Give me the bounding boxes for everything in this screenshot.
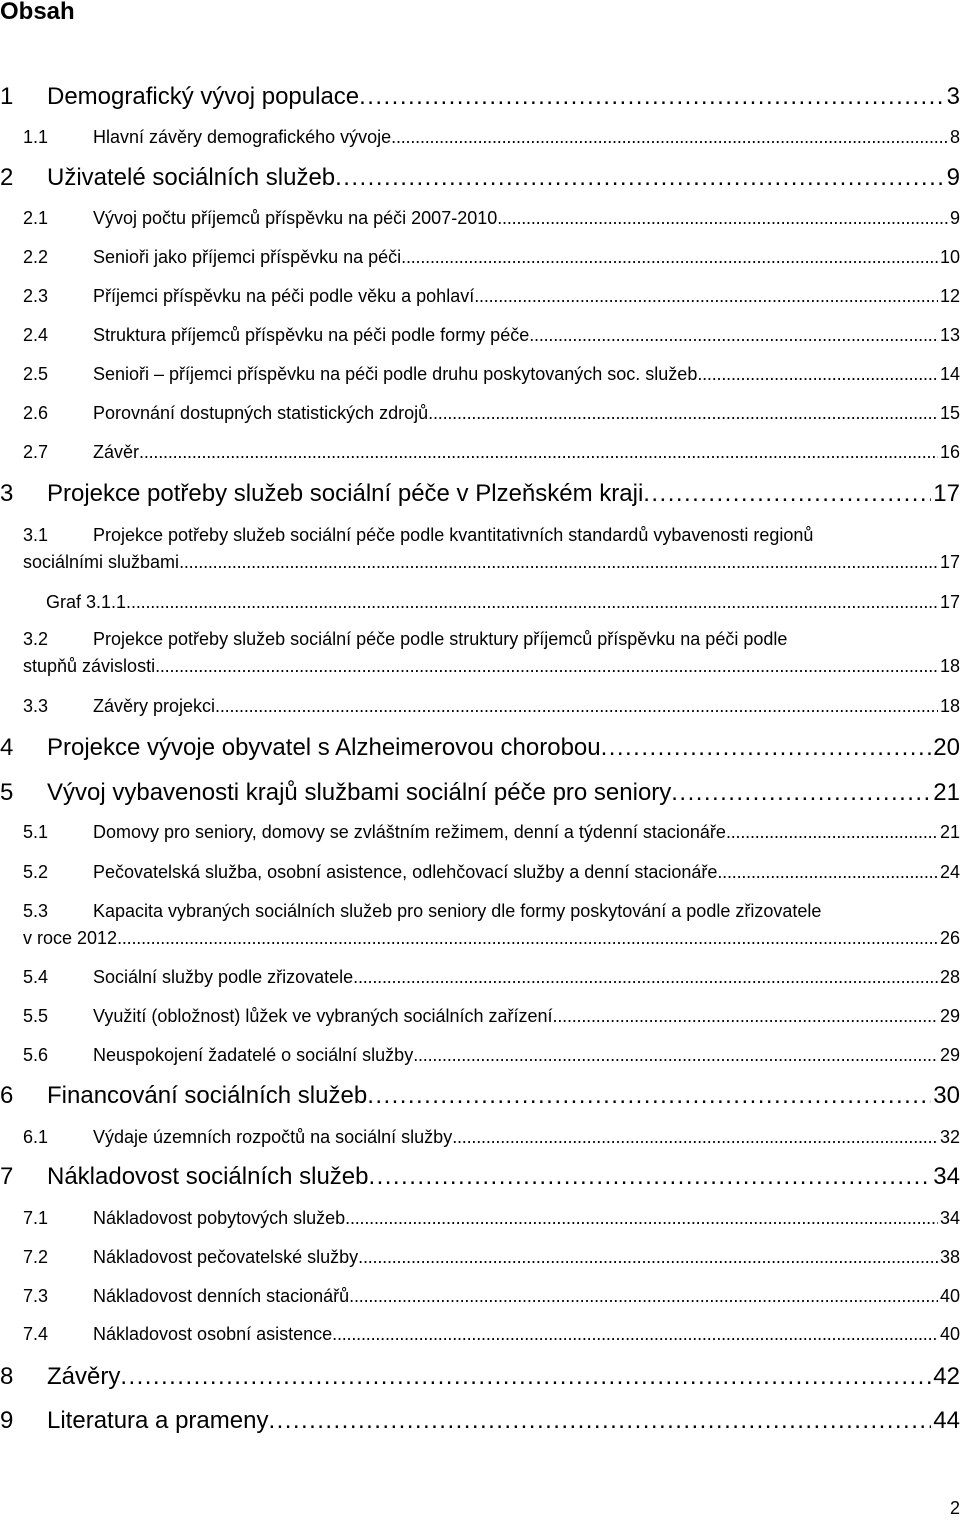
toc-entry-title: Senioři jako příjemci příspěvku na péči: [93, 247, 402, 267]
toc-entry[interactable]: [0, 733, 960, 763]
toc-entry-number: 2.4: [23, 325, 49, 345]
toc-entry-title: Závěry: [47, 1363, 121, 1390]
toc-entry-page: 12: [939, 286, 960, 306]
toc-entry-number: 2.7: [23, 442, 49, 462]
toc-entry[interactable]: [0, 206, 960, 230]
toc-entry-page: 28: [939, 967, 960, 987]
toc-entry-title-cont: v roce 2012: [23, 928, 118, 948]
toc-entry-page: 21: [933, 779, 960, 806]
toc-entry-page: 32: [939, 1127, 960, 1147]
toc-entry[interactable]: [0, 626, 960, 680]
toc-entry-title: Uživatelé sociálních služeb: [47, 164, 336, 191]
toc-entry-page: 38: [939, 1247, 960, 1267]
toc-entry-title: Nákladovost denních stacionářů: [93, 1286, 350, 1306]
toc-entry-title: Literatura a prameny: [47, 1407, 269, 1434]
toc-entry[interactable]: [0, 323, 960, 347]
toc-entry[interactable]: [0, 479, 960, 509]
toc-entry-page: 9: [949, 208, 960, 228]
toc-entry-number: 6: [0, 1082, 14, 1109]
toc-entry-number: 5.3: [23, 901, 49, 921]
toc-entry-number: 9: [0, 1407, 14, 1434]
toc-entry-page: 17: [933, 480, 960, 507]
toc-entry-title: Projekce vývoje obyvatel s Alzheimerovou chorobou: [47, 734, 601, 761]
toc-entry-number: 5.6: [23, 1045, 49, 1065]
toc-entry-title: Kapacita vybraných sociálních služeb pro seniory dle formy poskytování a podle zřizovatele: [93, 901, 822, 921]
toc-entry[interactable]: [0, 820, 960, 844]
toc-leader-dots: [497, 206, 948, 230]
toc-leader-dots: [413, 1043, 938, 1067]
toc-leader-dots: [131, 590, 938, 614]
toc-entry[interactable]: [0, 778, 960, 808]
toc-leader-dots: [359, 82, 945, 112]
toc-entry-page: 18: [939, 656, 960, 676]
toc-entry-title: Vývoj vybavenosti krajů službami sociální péče pro seniory: [47, 779, 672, 806]
toc-entry[interactable]: [0, 965, 960, 989]
toc-leader-dots: [529, 323, 938, 347]
toc-entry-page: 34: [933, 1163, 960, 1190]
toc-entry-number: 7.3: [23, 1286, 49, 1306]
toc-entry-title: Porovnání dostupných statistických zdrojů: [93, 403, 429, 423]
toc-entry-number: 2.2: [23, 247, 49, 267]
toc-entry-number: 5.1: [23, 822, 49, 842]
toc-entry[interactable]: [0, 1284, 960, 1308]
toc-entry[interactable]: [0, 163, 960, 193]
toc-leader-dots: [474, 284, 938, 308]
toc-entry[interactable]: [0, 1322, 960, 1346]
toc-leader-dots: [391, 125, 948, 149]
toc-leader-dots: [601, 733, 932, 763]
toc-entry[interactable]: [0, 1004, 960, 1028]
toc-leader-dots: [155, 653, 938, 680]
toc-leader-dots: [367, 1081, 931, 1111]
toc-entry-number: 5.5: [23, 1006, 49, 1026]
toc-entry-page: 29: [939, 1045, 960, 1065]
toc-entry-title-cont: sociálními službami: [23, 552, 180, 572]
toc-entry-title: Závěr: [93, 442, 140, 462]
toc-leader-dots: [268, 1406, 931, 1436]
toc-entry-page: 9: [946, 164, 960, 191]
toc-entry-number: 2.6: [23, 403, 49, 423]
toc-entry-number: 3: [0, 480, 14, 507]
toc-entry-number: 2.3: [23, 286, 49, 306]
toc-leader-dots: [643, 479, 931, 509]
toc-entry-number: 1.1: [23, 127, 49, 147]
toc-entry-page: 17: [939, 552, 960, 572]
toc-leader-dots: [139, 440, 938, 464]
toc-entry-title: Demografický vývoj populace: [47, 83, 360, 110]
toc-entry-number: 1: [0, 83, 14, 110]
toc-entry-number: 7.1: [23, 1208, 49, 1228]
toc-entry[interactable]: [0, 440, 960, 464]
toc-entry-title: Příjemci příspěvku na péči podle věku a pohlaví: [93, 286, 475, 306]
toc-entry[interactable]: [0, 245, 960, 269]
toc-entry-number: 7: [0, 1163, 14, 1190]
toc-leader-dots: [353, 965, 938, 989]
toc-entry-title: Výdaje územních rozpočtů na sociální služby: [93, 1127, 453, 1147]
toc-entry-page: 16: [939, 442, 960, 462]
toc-leader-dots: [335, 163, 945, 193]
toc-entry-number: 6.1: [23, 1127, 49, 1147]
toc-entry[interactable]: [0, 1245, 960, 1269]
toc-entry-title: Nákladovost pečovatelské služby: [93, 1247, 359, 1267]
toc-entry-page: 21: [939, 822, 960, 842]
toc-entry[interactable]: [0, 860, 960, 884]
toc-entry[interactable]: [0, 362, 960, 386]
toc-entry-page: 30: [933, 1082, 960, 1109]
toc-entry-page: 24: [939, 862, 960, 882]
toc-entry-page: 17: [939, 592, 960, 612]
toc-entry-number: 3.2: [23, 629, 49, 649]
toc-leader-dots: [717, 860, 938, 884]
toc-entry-number: 2.5: [23, 364, 49, 384]
toc-leader-dots: [452, 1125, 938, 1149]
toc-leader-dots: [120, 1362, 931, 1392]
toc-entry[interactable]: [0, 1081, 960, 1111]
toc-entry-number: 8: [0, 1363, 14, 1390]
toc-entry-number: 2.1: [23, 208, 49, 228]
toc-leader-dots: [117, 925, 938, 952]
toc-entry[interactable]: [0, 82, 960, 112]
toc-entry-page: 20: [933, 734, 960, 761]
toc-entry-page: 10: [939, 247, 960, 267]
page-number: 2: [949, 1498, 960, 1518]
toc-leader-dots: [369, 1162, 932, 1192]
toc-leader-dots: [332, 1322, 938, 1346]
toc-entry-page: 15: [939, 403, 960, 423]
toc-entry[interactable]: [0, 1125, 960, 1149]
toc-entry-page: 8: [949, 127, 960, 147]
toc-entry-page: 34: [939, 1208, 960, 1228]
toc-entry-page: 14: [939, 364, 960, 384]
toc-entry-number: 7.2: [23, 1247, 49, 1267]
toc-entry-title: Nákladovost osobní asistence: [93, 1324, 333, 1344]
toc-entry-number: 5.4: [23, 967, 49, 987]
toc-entry-title: Financování sociálních služeb: [47, 1082, 368, 1109]
toc-leader-dots: [215, 694, 938, 718]
toc-leader-dots: [349, 1284, 938, 1308]
toc-entry[interactable]: [0, 1206, 960, 1230]
toc-entry-title: Využití (obložnost) lůžek ve vybraných sociálních zařízení: [93, 1006, 553, 1026]
toc-entry-page: 26: [939, 928, 960, 948]
toc-leader-dots: [345, 1206, 938, 1230]
toc-leader-dots: [697, 362, 938, 386]
toc-entry-page: 29: [939, 1006, 960, 1026]
toc-leader-dots: [428, 401, 938, 425]
toc-entry[interactable]: [0, 1406, 960, 1436]
toc-entry-title-cont: stupňů závislosti: [23, 656, 156, 676]
toc-entry-title: Projekce potřeby služeb sociální péče podle struktury příjemců příspěvku na péči podle: [93, 629, 788, 649]
toc-entry[interactable]: [0, 125, 960, 149]
toc-entry-title: Hlavní závěry demografického vývoje: [93, 127, 392, 147]
toc-entry[interactable]: [0, 401, 960, 425]
toc-entry-title: Sociální služby podle zřizovatele: [93, 967, 354, 987]
toc-leader-dots: [401, 245, 938, 269]
toc-entry-title: Neuspokojení žadatelé o sociální služby: [93, 1045, 414, 1065]
toc-entry-title: Projekce potřeby služeb sociální péče podle kvantitativních standardů vybavenosti regionů: [93, 525, 814, 545]
toc-entry[interactable]: [0, 522, 960, 576]
toc-entry[interactable]: [0, 1162, 960, 1192]
toc-entry[interactable]: [0, 694, 960, 718]
toc-entry-title: Pečovatelská služba, osobní asistence, odlehčovací služby a denní stacionáře: [93, 862, 718, 882]
toc-entry-page: 13: [939, 325, 960, 345]
toc-leader-dots: [179, 549, 938, 576]
toc-entry-number: 7.4: [23, 1324, 49, 1344]
toc-leader-dots: [671, 778, 931, 808]
toc-entry-title: Struktura příjemců příspěvku na péči podle formy péče: [93, 325, 530, 345]
toc-leader-dots: [553, 1004, 938, 1028]
toc-entry-number: 2: [0, 164, 14, 191]
toc-entry-title: Závěry projekci: [93, 696, 216, 716]
toc-entry-page: 3: [946, 83, 960, 110]
toc-entry-number: 5.2: [23, 862, 49, 882]
toc-entry-title: Nákladovost pobytových služeb: [93, 1208, 346, 1228]
toc-entry-title: Graf 3.1.1.: [46, 592, 132, 612]
toc-entry-page: 18: [939, 696, 960, 716]
toc-entry[interactable]: [0, 284, 960, 308]
toc-entry-number: 5: [0, 779, 14, 806]
toc-heading: Obsah: [0, 0, 75, 25]
toc-entry[interactable]: [0, 590, 960, 614]
toc-entry-title: Senioři – příjemci příspěvku na péči podle druhu poskytovaných soc. služeb: [93, 364, 698, 384]
toc-entry-number: 3.1: [23, 525, 49, 545]
toc-entry[interactable]: [0, 898, 960, 952]
toc-entry[interactable]: [0, 1043, 960, 1067]
toc-entry-title: Vývoj počtu příjemců příspěvku na péči 2007-2010: [93, 208, 498, 228]
toc-entry-title: Projekce potřeby služeb sociální péče v Plzeňském kraji: [47, 480, 644, 507]
toc-leader-dots: [726, 820, 938, 844]
toc-entry-title: Nákladovost sociálních služeb: [47, 1163, 369, 1190]
toc-entry-page: 40: [939, 1324, 960, 1344]
toc-entry-number: 3.3: [23, 696, 49, 716]
toc-entry-title: Domovy pro seniory, domovy se zvláštním režimem, denní a týdenní stacionáře: [93, 822, 726, 842]
toc-leader-dots: [358, 1245, 938, 1269]
toc-entry-number: 4: [0, 734, 14, 761]
toc-entry-page: 44: [933, 1407, 960, 1434]
toc-entry-page: 40: [939, 1286, 960, 1306]
toc-entry[interactable]: [0, 1362, 960, 1392]
toc-entry-page: 42: [933, 1363, 960, 1390]
